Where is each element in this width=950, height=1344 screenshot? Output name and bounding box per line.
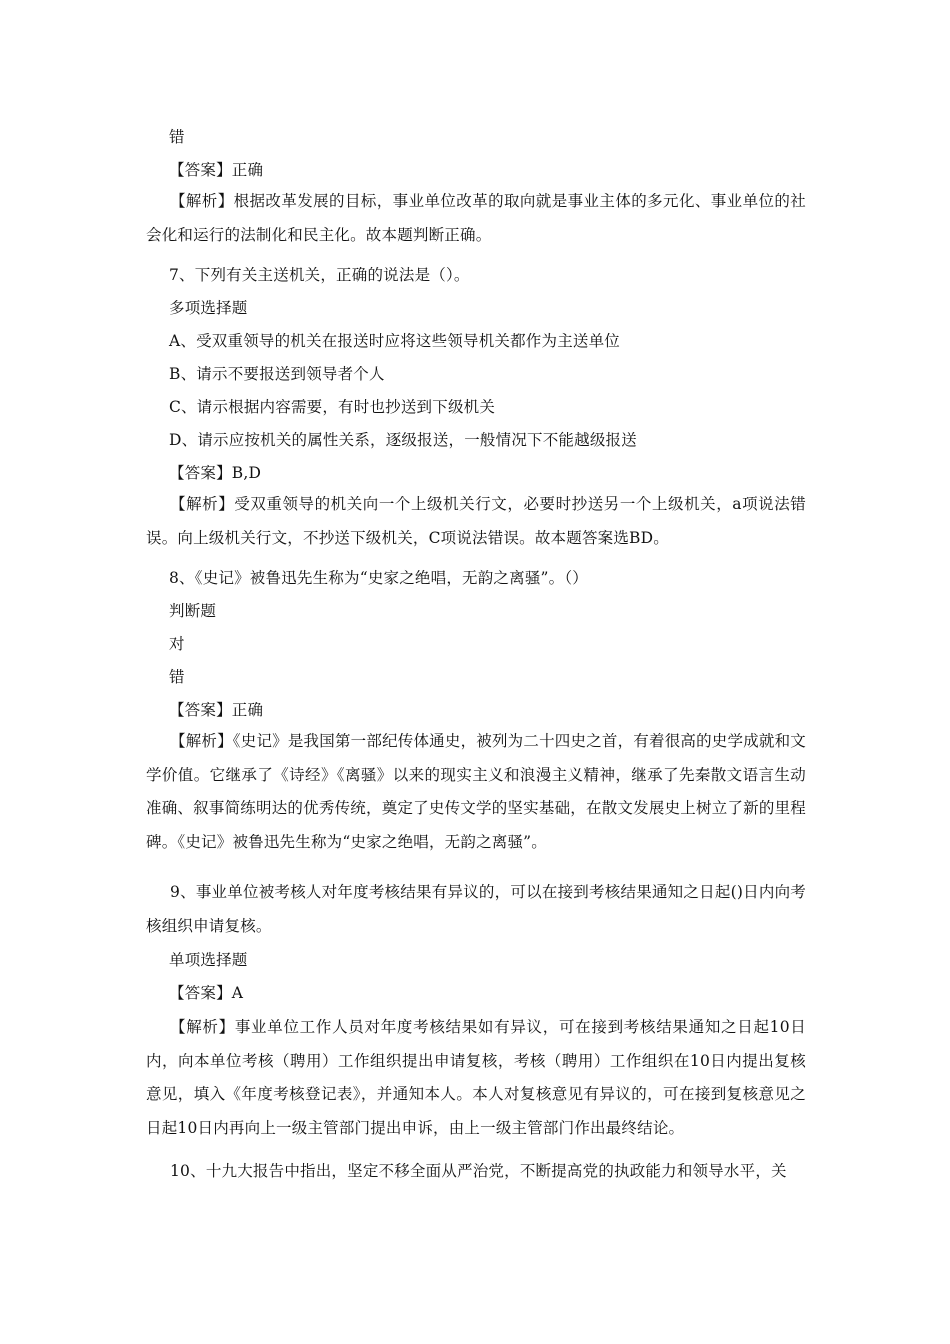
option-right: 对 <box>169 635 185 653</box>
answer-line: 【答案】A <box>169 984 244 1002</box>
question-10: 10、十九大报告中指出，坚定不移全面从严治党，不断提高党的执政能力和领导水平，关 <box>170 1162 787 1180</box>
question-8: 8、《史记》被鲁迅先生称为“史家之绝唱，无韵之离骚”。（） <box>169 569 589 587</box>
question-9: 9、事业单位被考核人对年度考核结果有异议的，可以在接到考核结果通知之日起()日内向考核组织申请复核。 <box>146 883 806 935</box>
answer-line: 【答案】B,D <box>169 464 262 482</box>
option-b: B、请示不要报送到领导者个人 <box>169 365 385 383</box>
answer-line: 【答案】正确 <box>169 161 264 179</box>
analysis-paragraph: 【解析】《史记》是我国第一部纪传体通史，被列为二十四史之首，有着很高的史学成就和文学价值。它继承了《诗经》《离骚》以来的现实主义和浪漫主义精神，继承了先秦散文语言生动准确、叙事简练明达的优秀传统，奠定了史传文学的坚实基础，在散文发展史上树立了新的里程碑。《史记》被鲁迅先生称为“史家之绝唱，无韵之离骚”。 <box>146 732 806 851</box>
option-wrong: 错 <box>169 128 185 146</box>
analysis-paragraph: 【解析】根据改革发展的目标，事业单位改革的取向就是事业主体的多元化、事业单位的社会化和运行的法制化和民主化。故本题判断正确。 <box>146 192 806 244</box>
question-7: 7、下列有关主送机关，正确的说法是（）。 <box>169 266 470 284</box>
option-wrong: 错 <box>169 668 185 686</box>
option-d: D、请示应按机关的属性关系，逐级报送，一般情况下不能越级报送 <box>169 431 637 449</box>
question-type: 单项选择题 <box>169 951 248 969</box>
option-a: A、受双重领导的机关在报送时应将这些领导机关都作为主送单位 <box>169 332 620 350</box>
answer-line: 【答案】正确 <box>169 701 264 719</box>
question-type: 判断题 <box>169 602 217 620</box>
analysis-paragraph: 【解析】受双重领导的机关向一个上级机关行文，必要时抄送另一个上级机关，a项说法错误。向上级机关行文，不抄送下级机关，C项说法错误。故本题答案选BD。 <box>146 495 806 547</box>
analysis-paragraph: 【解析】事业单位工作人员对年度考核结果如有异议，可在接到考核结果通知之日起10日内，向本单位考核（聘用）工作组织提出申请复核，考核（聘用）工作组织在10日内提出复核意见，填入《年度考核登记表》，并通知本人。本人对复核意见有异议的，可在接到复核意见之日起10日内再向上一级主管部门提出申诉，由上一级主管部门作出最终结论。 <box>146 1018 806 1137</box>
option-c: C、请示根据内容需要，有时也抄送到下级机关 <box>169 398 496 416</box>
question-type: 多项选择题 <box>169 299 248 317</box>
